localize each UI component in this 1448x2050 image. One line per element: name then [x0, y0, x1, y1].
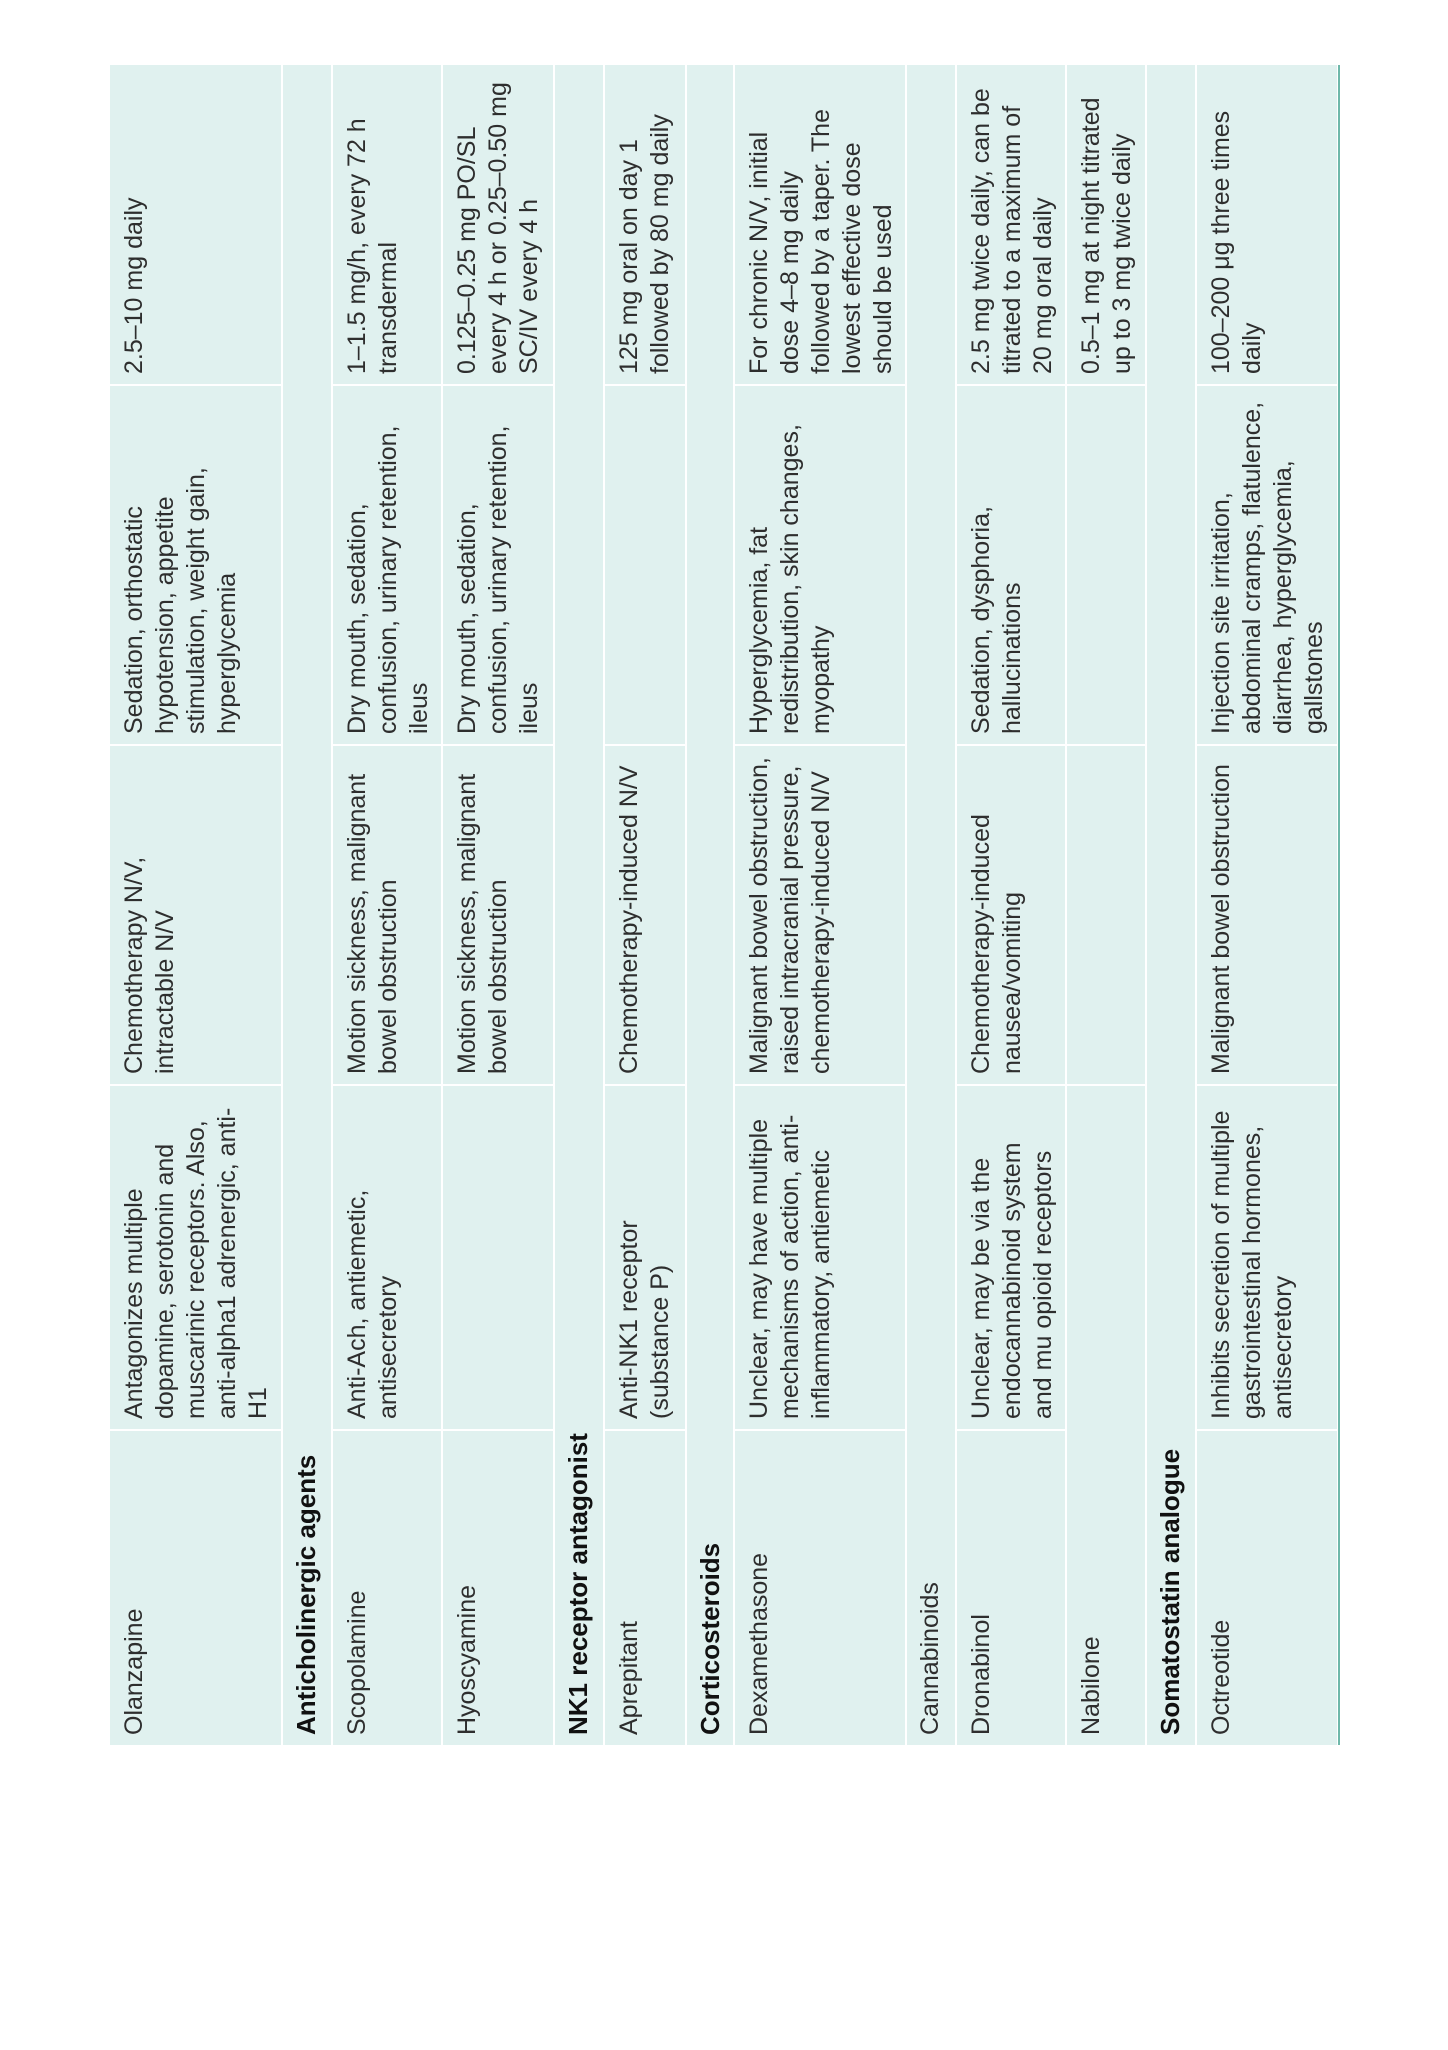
drug-name-cell: Olanzapine: [110, 1430, 282, 1745]
side-effects-cell: Hyperglycemia, fat redistribution, skin changes, myopathy: [734, 385, 906, 745]
drug-name-cell: Scopolamine: [332, 1430, 442, 1745]
section-header-row: [554, 65, 604, 1745]
drug-name-cell: Hyoscyamine: [442, 1430, 554, 1745]
side-effects-cell: Dry mouth, sedation, confusion, urinary retention, ileus: [442, 385, 554, 745]
mechanism-cell: [442, 1085, 554, 1430]
indications-cell: Motion sickness, malignant bowel obstruction: [332, 745, 442, 1085]
drug-name-cell: Aprepitant: [604, 1430, 686, 1745]
section-title: Somatostatin analogue: [1155, 1448, 1185, 1735]
side-effects-cell: Dry mouth, sedation, confusion, urinary retention, ileus: [332, 385, 442, 745]
dose-cell: 100–200 μg three times daily: [1196, 65, 1338, 385]
section-header-cell: [282, 65, 332, 1745]
section-header-cell: [1146, 65, 1196, 1745]
drug-name-cell: Dronabinol: [956, 1430, 1066, 1745]
side-effects-cell: [1066, 385, 1146, 745]
side-effects-cell: Sedation, dysphoria, hallucinations: [956, 385, 1066, 745]
section-title: Corticosteroids: [695, 1542, 725, 1735]
mechanism-cell: Antagonizes multiple dopamine, serotonin and muscarinic receptors. Also, anti-alpha1 adrenergic, anti-H1: [110, 1085, 282, 1430]
indications-cell: Malignant bowel obstruction: [1196, 745, 1338, 1085]
drug-name-cell: Nabilone: [1066, 1430, 1146, 1745]
table-edge-rule: [1338, 65, 1340, 1745]
section-header-row: [1146, 65, 1196, 1745]
mechanism-cell: Anti-NK1 receptor (substance P): [604, 1085, 686, 1430]
drug-row: [604, 65, 686, 1745]
mechanism-cell: Unclear, may be via the endocannabinoid system and mu opioid receptors: [956, 1085, 1066, 1430]
dose-cell: 0.125–0.25 mg PO/SL every 4 h or 0.25–0.50 mg SC/IV every 4 h: [442, 65, 554, 385]
mechanism-cell: Unclear, may have multiple mechanisms of action, anti-inflammatory, antiemetic: [734, 1085, 906, 1430]
section-header-cell: [686, 65, 734, 1745]
section-title: NK1 receptor antagonist: [563, 1433, 593, 1735]
drug-table: [110, 65, 1339, 1745]
section-title: Cannabinoids: [916, 1582, 944, 1735]
side-effects-cell: Sedation, orthostatic hypotension, appetite stimulation, weight gain, hyperglycemia: [110, 385, 282, 745]
mechanism-cell: Inhibits secretion of multiple gastrointestinal hormones, antisecretory: [1196, 1085, 1338, 1430]
side-effects-cell: [604, 385, 686, 745]
drug-row: [956, 65, 1066, 1745]
mechanism-cell: Anti-Ach, antiemetic, antisecretory: [332, 1085, 442, 1430]
drug-name-cell: Octreotide: [1196, 1430, 1338, 1745]
indications-cell: [1066, 745, 1146, 1085]
section-header-cell: [554, 65, 604, 1745]
dose-cell: 0.5–1 mg at night titrated up to 3 mg twice daily: [1066, 65, 1146, 385]
drug-table-body: [110, 65, 1338, 1745]
section-header-row: [686, 65, 734, 1745]
indications-cell: Motion sickness, malignant bowel obstruction: [442, 745, 554, 1085]
section-header-row: [282, 65, 332, 1745]
rotated-table-page: [110, 65, 1340, 1745]
drug-name-cell: Dexamethasone: [734, 1430, 906, 1745]
section-title: Anticholinergic agents: [291, 1454, 321, 1735]
dose-cell: 125 mg oral on day 1 followed by 80 mg daily: [604, 65, 686, 385]
indications-cell: Chemotherapy-induced nausea/vomiting: [956, 745, 1066, 1085]
drug-row: [734, 65, 906, 1745]
drug-row: [442, 65, 554, 1745]
side-effects-cell: Injection site irritation, abdominal cramps, flatulence, diarrhea, hyperglycemia, gallstones: [1196, 385, 1338, 745]
indications-cell: Malignant bowel obstruction, raised intracranial pressure, chemotherapy-induced N/V: [734, 745, 906, 1085]
section-header-cell: [906, 65, 956, 1745]
dose-cell: 1–1.5 mg/h, every 72 h transdermal: [332, 65, 442, 385]
indications-cell: Chemotherapy N/V, intractable N/V: [110, 745, 282, 1085]
drug-row: [1196, 65, 1338, 1745]
dose-cell: 2.5–10 mg daily: [110, 65, 282, 385]
dose-cell: 2.5 mg twice daily, can be titrated to a maximum of 20 mg oral daily: [956, 65, 1066, 385]
dose-cell: For chronic N/V, initial dose 4–8 mg daily followed by a taper. The lowest effective dose should be used: [734, 65, 906, 385]
drug-row: [332, 65, 442, 1745]
mechanism-cell: [1066, 1085, 1146, 1430]
drug-row: [110, 65, 282, 1745]
indications-cell: Chemotherapy-induced N/V: [604, 745, 686, 1085]
section-header-row: [906, 65, 956, 1745]
drug-row: [1066, 65, 1146, 1745]
